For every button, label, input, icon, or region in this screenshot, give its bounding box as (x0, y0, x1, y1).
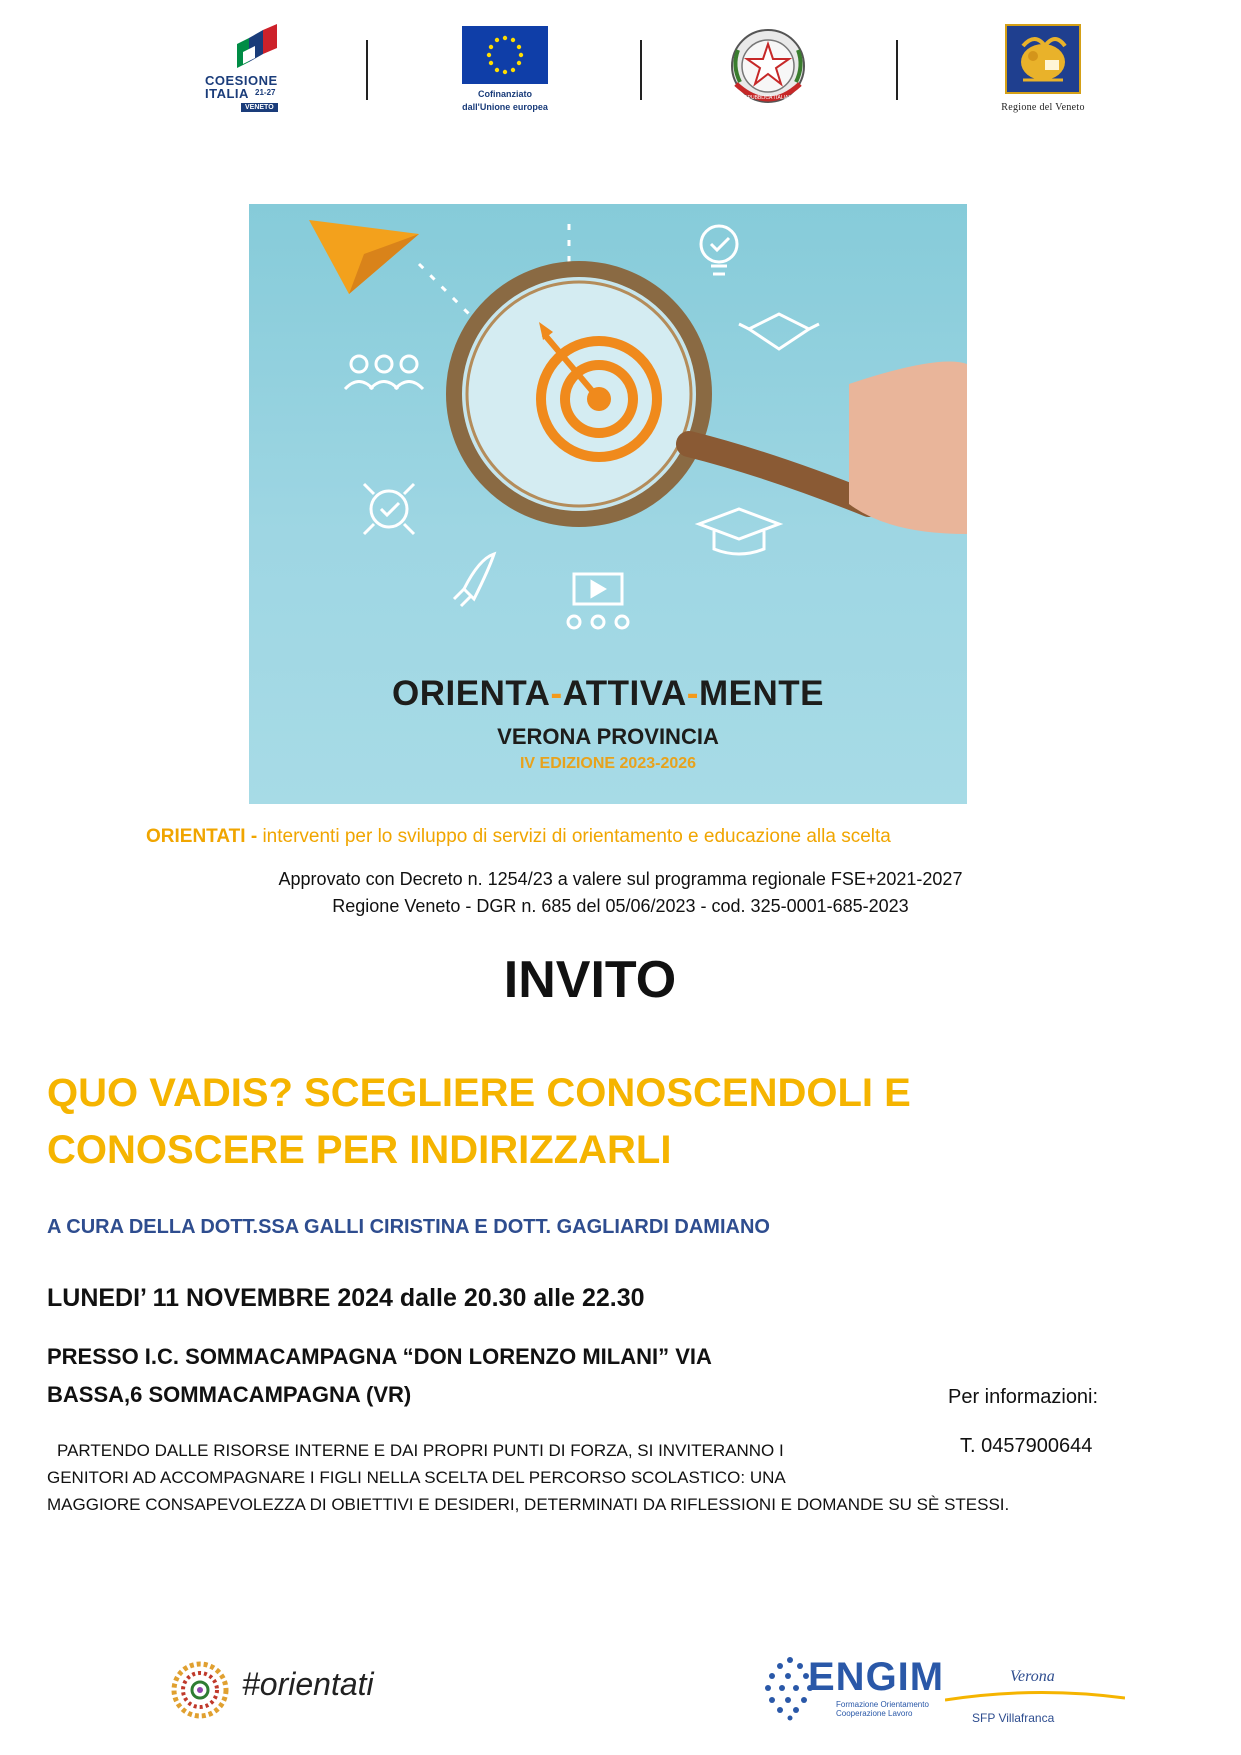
eu-line1: Cofinanziato (478, 89, 532, 99)
engim-tagline-line1: Formazione Orientamento (836, 1700, 929, 1709)
engim-wordmark: ENGIM (808, 1655, 945, 1699)
coesione-icon (219, 24, 281, 68)
hero-image (249, 204, 967, 804)
info-phone: T. 0457900644 (960, 1435, 1093, 1457)
engim-tagline-line2: Cooperazione Lavoro (836, 1709, 913, 1718)
header-separator (896, 40, 898, 100)
coesione-line1: COESIONE (205, 73, 278, 88)
orientati-rest: interventi per lo sviluppo di servizi di orientamento e educazione alla scelta (257, 826, 891, 847)
eu-logo (440, 26, 560, 118)
eu-line2: dall'Unione europea (462, 102, 548, 112)
speakers-line: A CURA DELLA DOTT.SSA GALLI CIRISTINA E DOTT. GAGLIARDI DAMIANO (47, 1216, 770, 1238)
eu-flag-icon (462, 26, 548, 84)
lightbulb-icon (701, 226, 737, 274)
venue-address (47, 1338, 867, 1414)
description-line2: GENITORI AD ACCOMPAGNARE I FIGLI NELLA SCELTA DEL PERCORSO SCOLASTICO: UNA (47, 1468, 786, 1487)
hero-subtitle: VERONA PROVINCIA (497, 724, 719, 749)
regione-label: Regione del Veneto (1001, 102, 1085, 113)
event-title (47, 1065, 1167, 1179)
header-separator (640, 40, 642, 100)
date-time-line: LUNEDI’ 11 NOVEMBRE 2024 dalle 20.30 alle 22.30 (47, 1284, 645, 1312)
hero-title-dash: - (550, 674, 563, 713)
hero-title-part1: ORIENTA (392, 674, 551, 713)
paper-plane-icon (309, 220, 419, 294)
coesione-italia-logo (205, 24, 295, 116)
graduation-cap-icon (699, 509, 779, 554)
description-line3: MAGGIORE CONSAPEVOLEZZA DI OBIETTIVI E DESIDERI, DETERMINATI DA RIFLESSIONI E DOMANDE SU SÈ STESSI. (47, 1495, 1010, 1514)
orientati-bold: ORIENTATI - (146, 826, 258, 847)
repubblica-italiana-emblem (726, 24, 810, 110)
repubblica-ring-text: REPUBBLICA ITALIANA (740, 95, 796, 101)
event-description (47, 1437, 1127, 1518)
invito-heading: INVITO (503, 951, 677, 1009)
hero-title-part2: ATTIVA (562, 674, 687, 713)
approvato-line1: Approvato con Decreto n. 1254/23 a valere sul programma regionale FSE+2021-2027 (278, 869, 963, 889)
orientati-logo-icon (170, 1660, 230, 1720)
orientati-hashtag: #orientati (242, 1666, 374, 1702)
orientati-line (146, 826, 891, 848)
info-label: Per informazioni: (948, 1386, 1099, 1408)
event-title-line1: QUO VADIS? SCEGLIERE CONOSCENDOLI E (47, 1071, 911, 1115)
sfp-swoosh (945, 1688, 1125, 1704)
description-line1: PARTENDO DALLE RISORSE INTERNE E DAI PROPRI PUNTI DI FORZA, SI INVITERANNO I (57, 1441, 784, 1460)
venue-line1: PRESSO I.C. SOMMACAMPAGNA “DON LORENZO MILANI” VIA (47, 1344, 712, 1369)
header-separator (366, 40, 368, 100)
venue-line2: BASSA,6 SOMMACAMPAGNA (VR) (47, 1382, 412, 1407)
hero-title-dash: - (686, 674, 699, 713)
rocket-icon (454, 554, 494, 606)
hero-edition: IV EDIZIONE 2023-2026 (519, 755, 697, 772)
handshake-icon (739, 314, 819, 349)
sfp-villafranca-label: SFP Villafranca (972, 1711, 1055, 1725)
coesione-years: 21-27 (255, 88, 276, 97)
hero-title (249, 674, 967, 714)
event-title-line2: CONOSCERE PER INDIRIZZARLI (47, 1128, 672, 1172)
team-icon (345, 356, 423, 389)
gear-check-icon (364, 484, 414, 534)
coesione-line2: ITALIA (205, 86, 249, 101)
approvato-line2: Regione Veneto - DGR n. 685 del 05/06/2023 - cod. 325-0001-685-2023 (332, 896, 909, 916)
regione-veneto-logo (982, 24, 1102, 116)
coesione-region-badge: VENETO (241, 103, 278, 112)
approvato-block (0, 866, 1241, 920)
engim-tagline (836, 1700, 929, 1718)
sfp-verona-label: Verona (1010, 1668, 1055, 1685)
hero-illustration (249, 204, 967, 804)
magnifier-icon (454, 269, 967, 534)
lion-of-saint-mark-icon (1005, 24, 1081, 94)
video-presentation-icon (568, 574, 628, 628)
hero-title-part3: MENTE (698, 674, 824, 713)
